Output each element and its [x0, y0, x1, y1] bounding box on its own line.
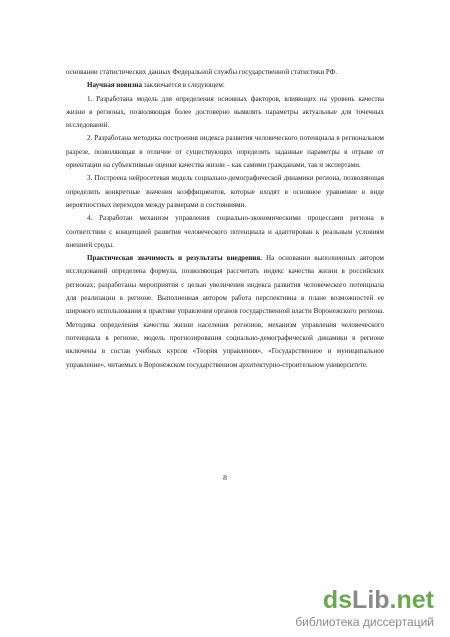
- paragraph-7-text: На основании выполненных автором исследований определена формула, позволяющая рассчитать индекс качества жизни в российских регионах; разработаны мероприятия с целью увеличения индекса развития человеческого потенциала для реализации в регионе. Выполненная автором работа перспективна в плане возможностей ее широкого использования в практике управления органов государственной власти Воронежского региона. Методика определения качества жизни населения регионов, механизм управления человеческого потенциала в регионе, модель прогнозирования социально-демографической динамики в регионе включены в состав учебных курсов «Теория управления», «Государственное и муниципальное управление», читаемых в Воронежском государственном архитектурно-строительном университете.: [66, 254, 384, 369]
- paragraph-3-text: 1. Разработана модель для определения основных факторов, влияющих на уровень качества жизни в регионах, позволяющая более достоверно выявлять параметры актуальные для точечных исследований.: [66, 94, 384, 130]
- watermark-subtitle: библиотека диссертаций: [295, 615, 434, 629]
- paragraph-6-text: 4. Разработан механизм управления социально-экономическими процессами региона в соответствии с концепцией развития человеческого потенциала и адаптирован к реальным условиям внешней среды.: [66, 214, 384, 249]
- logo-ds: ds: [322, 586, 353, 614]
- dslib-logo: [323, 586, 434, 614]
- document-page: [66, 66, 384, 372]
- paragraph-5: [66, 172, 384, 212]
- paragraph-2-text: заключается в следующем:: [142, 81, 225, 90]
- paragraph-2-lead: Научная новизна: [87, 81, 142, 90]
- paragraph-7: [66, 252, 384, 372]
- logo-net: .net: [389, 586, 434, 614]
- dslib-watermark: [270, 586, 440, 632]
- paragraph-5-text: 3. Построена нейросетевая модель социально-демографической динамики региона, позволяющая определить конкретные значения коэффициентов, которые входят в основное уравнение в виде вероятностных переходов между размерами и состояниями.: [66, 174, 384, 209]
- paragraph-7-lead: Практическая значимость и результаты внедрения.: [87, 254, 262, 263]
- paragraph-4-text: 2. Разработана методика построения индекса развития человеческого потенциала в региональном разрезе, позволяющая в отличие от существующих определять заданные параметры в отрыве от ориентации на субъективные оценки качества жизни – как самими гражданами, так и экспертами.: [66, 134, 384, 170]
- paragraph-2: [66, 79, 384, 92]
- paragraph-4: [66, 132, 384, 172]
- page-number: 8: [223, 473, 227, 482]
- logo-lib: Lib: [352, 586, 390, 614]
- paragraph-3: [66, 93, 384, 133]
- paragraph-6: [66, 212, 384, 252]
- paragraph-1-text: основании статистических данных Федеральной службы государственной статистики РФ.: [66, 68, 338, 76]
- paragraph-1: [66, 66, 384, 79]
